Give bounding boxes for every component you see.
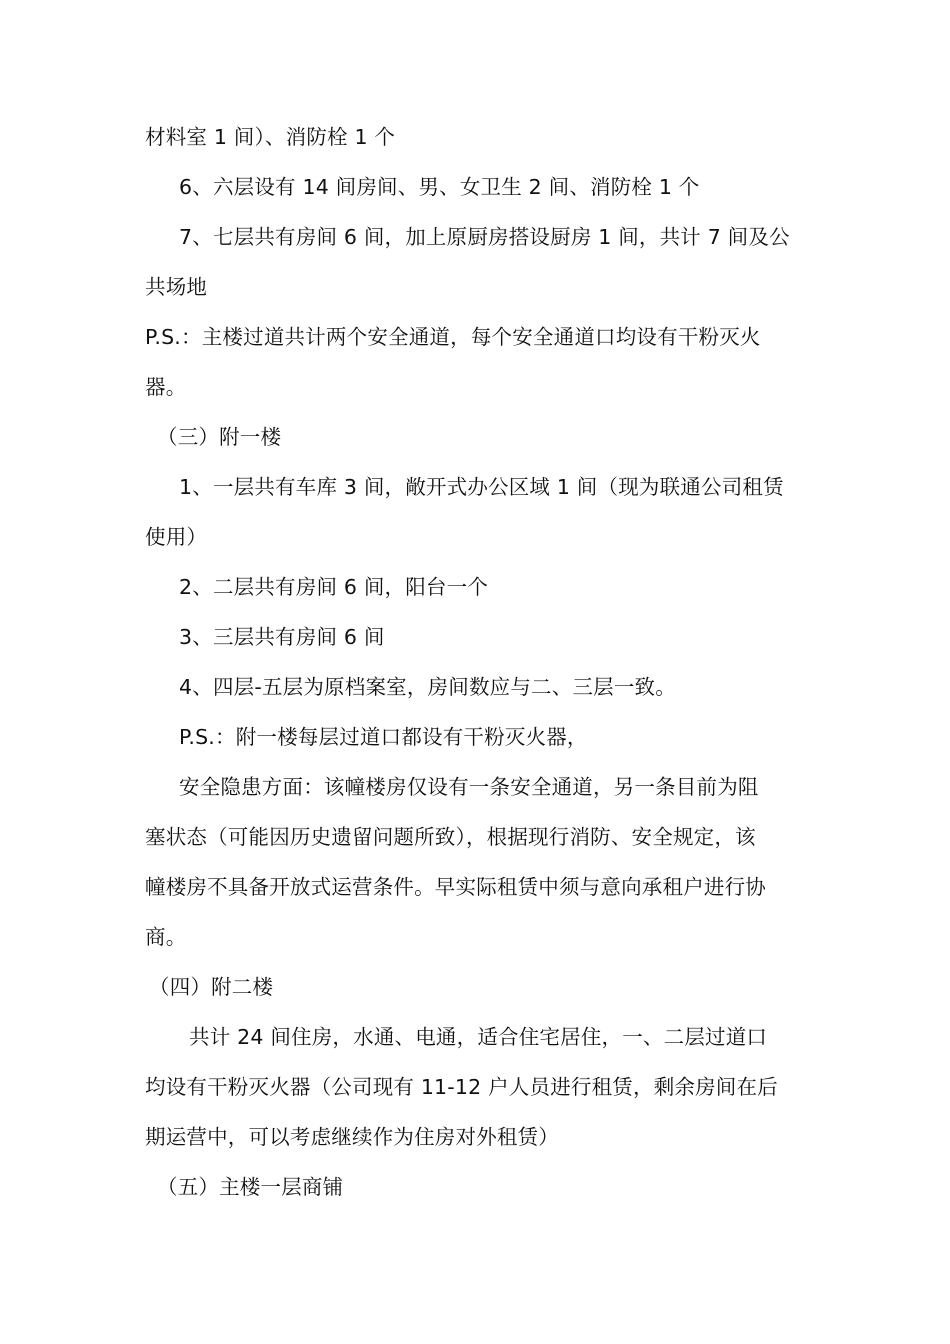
text-line: 安全隐患方面：该幢楼房仅设有一条安全通道，另一条目前为阻 [179, 775, 759, 799]
text-line: 4、四层-五层为原档案室，房间数应与二、三层一致。 [179, 675, 676, 699]
text-line: 共计 24 间住房，水通、电通，适合住宅居住，一、二层过道口 [189, 1025, 768, 1049]
text-line: P.S.：主楼过道共计两个安全通道，每个安全通道口均设有干粉灭火 [145, 325, 761, 349]
section-heading: （三）附一楼 [157, 425, 282, 449]
text-line: P.S.：附一楼每层过道口都设有干粉灭火器， [179, 725, 588, 749]
text-line: 6、六层设有 14 间房间、男、女卫生 2 间、消防栓 1 个 [179, 175, 700, 199]
document-body [145, 112, 810, 1212]
text-line: 幢楼房不具备开放式运营条件。早实际租赁中须与意向承租户进行协 [145, 875, 766, 899]
text-line: 7、七层共有房间 6 间，加上原厨房搭设厨房 1 间，共计 7 间及公 [179, 225, 790, 249]
text-line: 3、三层共有房间 6 间 [179, 625, 385, 649]
text-line: 商。 [145, 925, 187, 949]
text-line: 使用） [145, 525, 208, 549]
text-line: 均设有干粉灭火器（公司现有 11-12 户人员进行租赁，剩余房间在后 [145, 1075, 778, 1099]
text-line: 塞状态（可能因历史遗留问题所致），根据现行消防、安全规定，该 [145, 825, 756, 849]
section-heading: （五）主楼一层商铺 [157, 1175, 344, 1199]
text-line: 材料室 1 间）、消防栓 1 个 [145, 125, 396, 149]
text-line: 2、二层共有房间 6 间，阳台一个 [179, 575, 489, 599]
section-heading: （四）附二楼 [149, 975, 274, 999]
text-line: 器。 [145, 375, 187, 399]
text-line: 1、一层共有车库 3 间，敞开式办公区域 1 间（现为联通公司租赁 [179, 475, 784, 499]
text-line: 期运营中，可以考虑继续作为住房对外租赁） [145, 1125, 559, 1149]
text-line: 共场地 [145, 275, 208, 299]
